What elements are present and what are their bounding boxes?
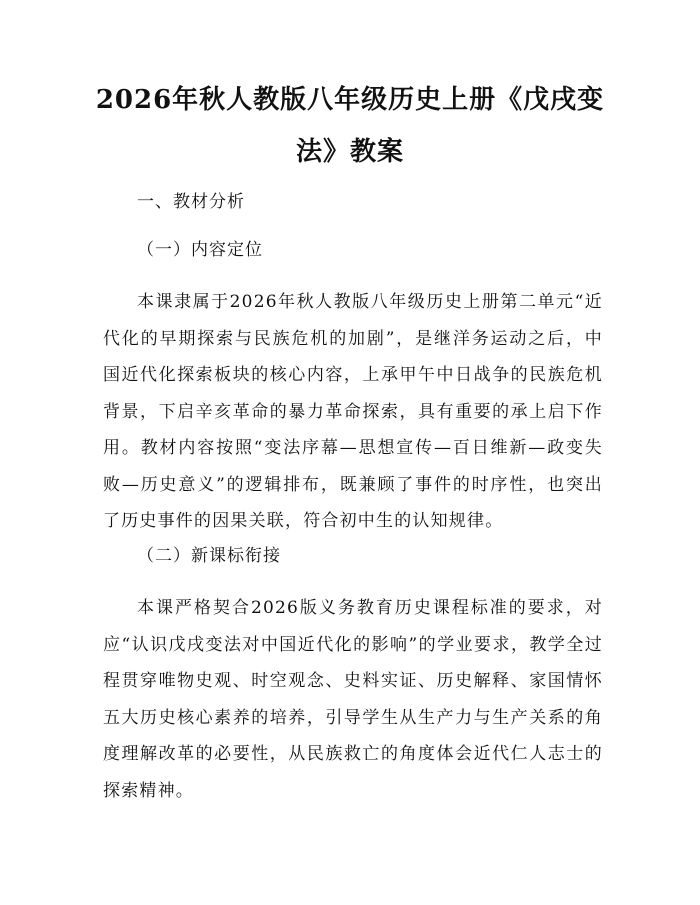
title-line-2: 法》教案 xyxy=(295,137,404,167)
subsection-heading-content-positioning: （一）内容定位 xyxy=(137,240,263,260)
title-line-1: 2026年秋人教版八年级历史上册《戊戌变 xyxy=(95,85,605,115)
section-heading-textbook-analysis: 一、教材分析 xyxy=(137,192,245,212)
paragraph-content-positioning: 本课隶属于2026年秋人教版八年级历史上册第二单元“近代化的早期探索与民族危机的加剧”，是继洋务运动之后，中国近代化探索板块的核心内容，上承甲午中日战争的民族危机背景，下启辛亥革命的暴力革命探索，具有重要的承上启下作用。教材内容按照“变法序幕—思想宣传—百日维新—政变失败—历史意义”的逻辑排布，既兼顾了事件的时序性，也突出了历史事件的因果关联，符合初中生的认知规律。 xyxy=(103,292,603,531)
paragraph-curriculum-standard: 本课严格契合2026版义务教育历史课程标准的要求，对应“认识戊戌变法对中国近代化的影响”的学业要求，教学全过程贯穿唯物史观、时空观念、史料实证、历史解释、家国情怀五大历史核心素养的培养，引导学生从生产力与生产关系的角度理解改革的必要性，从民族救亡的角度体会近代仁人志士的探索精神。 xyxy=(103,598,603,801)
subsection-heading-curriculum-standard: （二）新课标衔接 xyxy=(137,546,281,566)
document-title xyxy=(95,74,605,178)
